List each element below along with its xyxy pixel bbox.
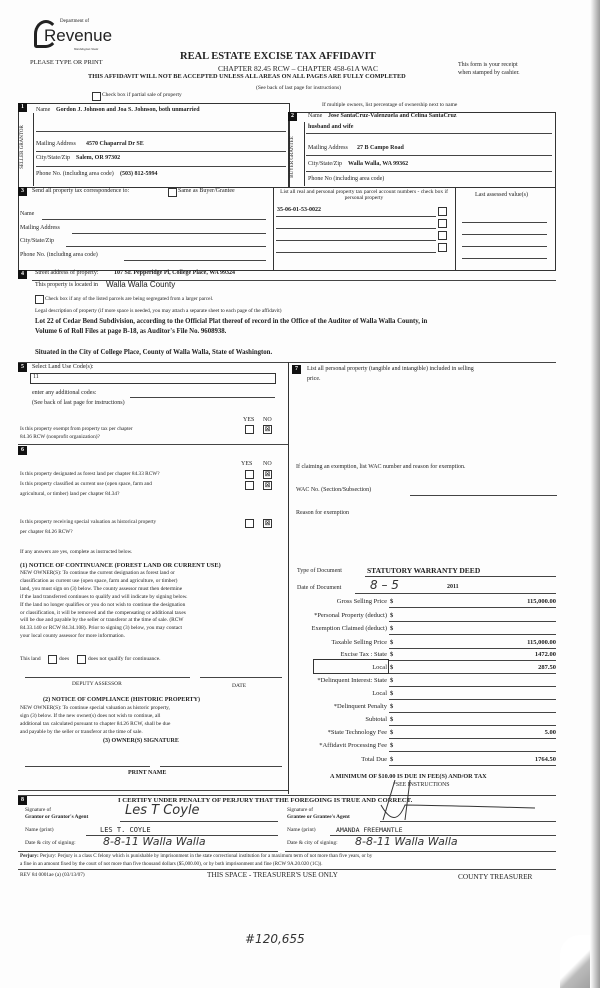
current-use-yes-checkbox[interactable] [245,481,254,490]
seller-mail[interactable]: 4570 Chaparral Dr SE [86,141,144,147]
chapter-line: CHAPTER 82.45 RCW – CHAPTER 458-61A WAC [218,64,378,73]
minimum-due-note: A MINIMUM OF $10.00 IS DUE IN FEE(S) AND/OR TAX [330,773,487,780]
buyer-side-label: BUYER GRANTEE [290,136,295,178]
logo-subtext: Washington State [74,47,99,51]
corr-city-label: City/State/Zip [20,238,54,244]
exempt-yes-checkbox[interactable] [245,425,254,434]
price-row-value[interactable]: 287.50 [538,664,556,671]
price-row-label: Excise Tax : State [340,651,387,658]
price-row-label: Subtotal [365,716,387,723]
does-label: does [59,656,70,662]
assessed-header: Last assessed value(s) [475,192,528,198]
logo-text: Revenue [44,26,113,45]
certify-statement: I CERTIFY UNDER PENALTY OF PERJURY THAT THE FOREGOING IS TRUE AND CORRECT. [118,797,413,804]
currency-symbol: $ [390,651,394,658]
price-row-label: Exemption Claimed (deduct) [311,625,387,632]
partial-sale-checkbox[interactable] [92,92,101,101]
historic-yes-checkbox[interactable] [245,519,254,528]
price-row-label: *State Technology Fee [327,729,387,736]
section-number-1: 1 [18,103,27,112]
forest-question: Is this property designated as forest land per chapter 84.33 RCW? [20,471,160,477]
doc-date-label: Date of Document [297,585,342,591]
currency-symbol: $ [390,664,394,671]
treasurer-space-label: THIS SPACE - TREASURER'S USE ONLY [207,870,338,879]
price-row-value[interactable]: 115,000.00 [527,598,556,605]
same-as-buyer-label: Same as Buyer/Grantee [178,188,235,194]
historic-question-1: Is this property receiving special valuation as historical property [20,519,157,525]
buyer-name-label: Name [308,113,323,119]
price-row-label: *Delinquent Interest: State [317,677,387,684]
grantor-name-label: Name (print) [25,827,54,833]
owner-signature-title: (3) OWNER(S) SIGNATURE [103,738,179,744]
currency-symbol: $ [390,677,394,684]
price-row-label: Local [372,690,387,697]
no-header: NO [263,417,272,423]
section-number-5: 5 [18,363,27,372]
section-number-2: 2 [288,112,297,121]
grantee-name[interactable]: AMANDA FREEMANTLE [336,826,403,834]
price-row-value[interactable]: 5.00 [544,729,556,736]
current-use-question-1: Is this property classified as current use (open space, farm and [20,481,152,487]
doc-type-label: Type of Document [297,568,342,574]
section5-see-back: (See back of last page for instructions) [32,400,125,406]
parcel-header: List all real and personal property tax parcel account numbers - check box if personal property [280,189,448,201]
notice-continuance-text: NEW OWNER(S): To continue the current designation as forest land or classification as current use (open space, farm and agriculture, or timber) land, you must sign on (3) below. The county assessor must then determine if the land transferred continues to qualify and will indicate by signing below. If the land no longer qualifies or you do not wish to continue the designation or classification, it will be removed and the compensating or additional taxes will be due and payable by the seller or transferor at the time of sale. (RCW 84.33.140 or RCW 84.34.108). Prior to signing (3) below, you may contact your local county assessor for more information. [20,570,188,640]
grantee-signature-mark[interactable] [375,775,545,825]
buyer-mail[interactable]: 27 B Campo Road [357,145,404,151]
currency-symbol: $ [390,598,394,605]
seller-city[interactable]: Salem, OR 97302 [76,155,121,161]
exempt-no-checkbox[interactable]: ⊠ [264,425,271,433]
grantee-sig-label-1: Signature of [287,807,314,813]
seller-city-label: City/State/Zip [36,155,70,161]
seller-phone[interactable]: (503) 812-5994 [120,171,158,177]
price-row-label: Total Due [361,756,387,763]
grantee-date-label: Date & city of signing: [287,840,338,846]
price-row-label: Local [372,664,387,671]
local-code-box[interactable] [313,659,389,674]
perjury-note-1: Perjury: Perjury: Perjury is a class C felony which is punishable by imprisonment in the state correctional institution for a maximum term of not more than five years, or by [20,853,373,859]
perjury-note-2: a fine in an amount fixed by the court of not more than five thousand dollars ($5,000.00), or by both imprisonment and fine (RCW 9A.20.020 (1C)). [20,861,323,867]
doc-type[interactable]: STATUTORY WARRANTY DEED [367,566,481,575]
legal-description-1[interactable]: Lot 22 of Cedar Bend Subdivision, according to the Official Plat thereof of record in the Office of the Auditor of Walla Walla County, in [35,318,428,325]
corr-phone-label: Phone No. (including area code) [20,252,98,258]
see-instructions-note: *SEE INSTRUCTIONS [393,782,450,788]
doc-date-handwritten[interactable]: 8 – 5 [370,578,399,592]
forest-yes-checkbox[interactable] [245,470,254,479]
section-number-7: 7 [292,365,301,374]
located-label: This property is located in [35,282,98,288]
grantee-name-label: Name (print) [287,827,316,833]
multiple-owners-note: If multiple owners, list percentage of ownership next to name [322,102,458,108]
currency-symbol: $ [390,756,394,763]
street-address[interactable]: 107 SE Pepperidge Pl, College Place, WA 99324 [114,270,236,276]
corr-name-label: Name [20,211,35,217]
partial-sale-label: Check box if partial sale of property [102,92,182,98]
this-land-label: This land [20,656,41,662]
section-number-8: 8 [18,796,27,805]
price-row-label: *Delinquent Penalty [333,703,387,710]
grantor-name[interactable]: LES T. COYLE [100,826,151,834]
personal-property-label: List all personal property (tangible and intangible) included in selling [307,366,474,372]
forest-no-checkbox[interactable]: ⊠ [264,470,271,478]
price-row-label: Taxable Selling Price [331,639,387,646]
exemption-label: If claiming an exemption, list WAC number and reason for exemption. [296,464,466,470]
segregated-label: Check box if any of the listed parcels are being segregated from a larger parcel. [45,296,214,302]
buyer-name[interactable]: Jose SantaCruz-Valenzuela and Celina SantaCruz [328,113,457,119]
buyer-mail-label: Mailing Address [308,145,348,151]
currency-symbol: $ [390,625,394,632]
personal-property-label-2: price. [307,376,321,382]
section-number-3: 3 [18,187,27,196]
currency-symbol: $ [390,703,394,710]
form-title: REAL ESTATE EXCISE TAX AFFIDAVIT [180,51,376,62]
situated-line[interactable]: Situated in the City of College Place, County of Walla Walla, State of Washington. [35,349,273,356]
buyer-city[interactable]: Walla Walla, WA 99362 [348,161,409,167]
currency-symbol: $ [390,716,394,723]
county[interactable]: Walla Walla County [106,280,176,289]
price-row-label: Gross Selling Price [336,598,387,605]
notice-compliance-title: (2) NOTICE OF COMPLIANCE (HISTORIC PROPERTY) [43,697,201,703]
doc-date-year[interactable]: 2011 [447,584,459,590]
form-revision: REV 84 0001ae (a) (03/13/07) [20,872,85,878]
personal-property-checkbox-3[interactable] [438,231,447,240]
see-back-note: (See back of last page for instructions) [256,85,341,91]
personal-property-checkbox-4[interactable] [438,243,447,252]
grantee-date-city[interactable]: 8-8-11 Walla Walla [355,835,458,848]
current-use-no-checkbox[interactable]: ⊠ [264,481,271,489]
personal-property-checkbox-2[interactable] [438,219,447,228]
assessor-date-label: DATE [232,683,247,689]
does-not-label: does not qualify for continuance. [88,656,161,662]
currency-symbol: $ [390,690,394,697]
scan-edge [590,0,600,988]
yes-header: YES [243,417,255,423]
exempt-question-2: 84.36 RCW (nonprofit organization)? [20,434,100,440]
receipt-note-2: when stamped by cashier. [458,70,520,76]
print-name-label: PRINT NAME [128,770,167,776]
price-row-value[interactable]: 115,000.00 [527,639,556,646]
grantor-sig-label-2: Grantor or Grantor's Agent [25,814,89,820]
seller-mail-label: Mailing Address [36,141,76,147]
notice-continuance-title: (1) NOTICE OF CONTINUANCE (FOREST LAND OR CURRENT USE) [20,562,221,569]
seller-phone-label: Phone No. (including area code) [36,171,114,177]
currency-symbol: $ [390,639,394,646]
receipt-note-1: This form is your receipt [458,62,518,68]
grantee-sig-label-2: Grantee or Grantee's Agent [287,814,350,820]
logo-text-small: Department of [60,19,90,24]
warning-line: THIS AFFIDAVIT WILL NOT BE ACCEPTED UNLESS ALL AREAS ON ALL PAGES ARE FULLY COMPLETED [88,73,406,80]
same-as-buyer-checkbox[interactable] [168,188,177,197]
correspondence-label: Send all property tax correspondence to: [32,188,130,194]
price-row-value[interactable]: 1764.50 [534,756,556,763]
currency-symbol: $ [390,729,394,736]
currency-symbol: $ [390,742,394,749]
current-use-question-2: agricultural, or timber) land per chapter 84.34? [20,491,120,497]
segregated-checkbox[interactable] [35,295,44,304]
grantor-signature[interactable]: Les T Coyle [125,803,200,818]
if-yes-note: If any answers are yes, complete as instructed below. [20,549,133,555]
street-label: Street address of property: [35,270,99,276]
grantor-sig-label-1: Signature of [25,807,52,813]
buyer-phone-label: Phone No (including area code) [308,176,385,182]
county-treasurer-label: COUNTY TREASURER [458,872,533,881]
exempt-question-1: Is this property exempt from property tax per chapter [20,426,133,432]
column-divider [288,362,289,794]
yes-header-6: YES [241,461,253,467]
deputy-assessor-label: DEPUTY ASSESSOR [72,681,122,687]
does-not-qualify-checkbox[interactable] [77,655,86,664]
dor-logo [30,18,113,58]
reason-label: Reason for exemption [296,510,349,516]
seller-name-label: Name [36,107,51,113]
does-qualify-checkbox[interactable] [48,655,57,664]
price-row-value[interactable]: 1472.00 [534,651,556,658]
legal-description-2[interactable]: Volume 6 of Roll Files at page B-18, as Auditor's File No. 9608938. [35,328,227,335]
corr-mail-label: Mailing Address [20,225,60,231]
land-use-input[interactable] [30,373,276,384]
seller-name[interactable]: Gordon J. Johnson and Joa S. Johnson, both unmarried [56,107,200,113]
price-row-label: *Personal Property (deduct) [314,612,387,619]
historic-no-checkbox[interactable]: ⊠ [264,519,271,527]
no-header-6: NO [263,461,272,467]
currency-symbol: $ [390,612,394,619]
legal-label: Legal description of property (if more space is needed, you may attach a separate sheet to each page of the affidavit) [35,308,282,314]
seller-side-label: SELLER GRANTOR [20,125,25,169]
personal-property-checkbox-1[interactable] [438,207,447,216]
handwritten-receipt-number: #120,655 [245,932,305,946]
land-use-code: 11 [33,374,39,380]
grantor-date-city[interactable]: 8-8-11 Walla Walla [103,835,206,848]
additional-codes-label: enter any additional codes: [32,390,97,396]
land-use-label: Select Land Use Code(s): [32,364,94,370]
price-row-label: *Affidavit Processing Fee [319,742,387,749]
section-number-6: 6 [18,446,27,455]
please-type: PLEASE TYPE OR PRINT [30,59,103,66]
notice-compliance-text: NEW OWNER(S): To continue special valuation as historic property, sign (3) below. If the new owner(s) does not wish to continue, all additional tax calculated pursuant to chapter 84.26 RCW, shall be due and payable by the seller or transferor at the time of sale. [20,705,171,735]
buyer-city-label: City/State/Zip [308,161,342,167]
parcel-number[interactable]: 35-06-01-53-0022 [277,207,321,213]
wac-label: WAC No. (Section/Subsection) [296,487,372,493]
historic-question-2: per chapter 84.26 RCW? [20,529,73,535]
grantor-date-label: Date & city of signing: [25,840,76,846]
section-number-4: 4 [18,270,27,279]
buyer-name-2[interactable]: husband and wife [308,124,354,130]
